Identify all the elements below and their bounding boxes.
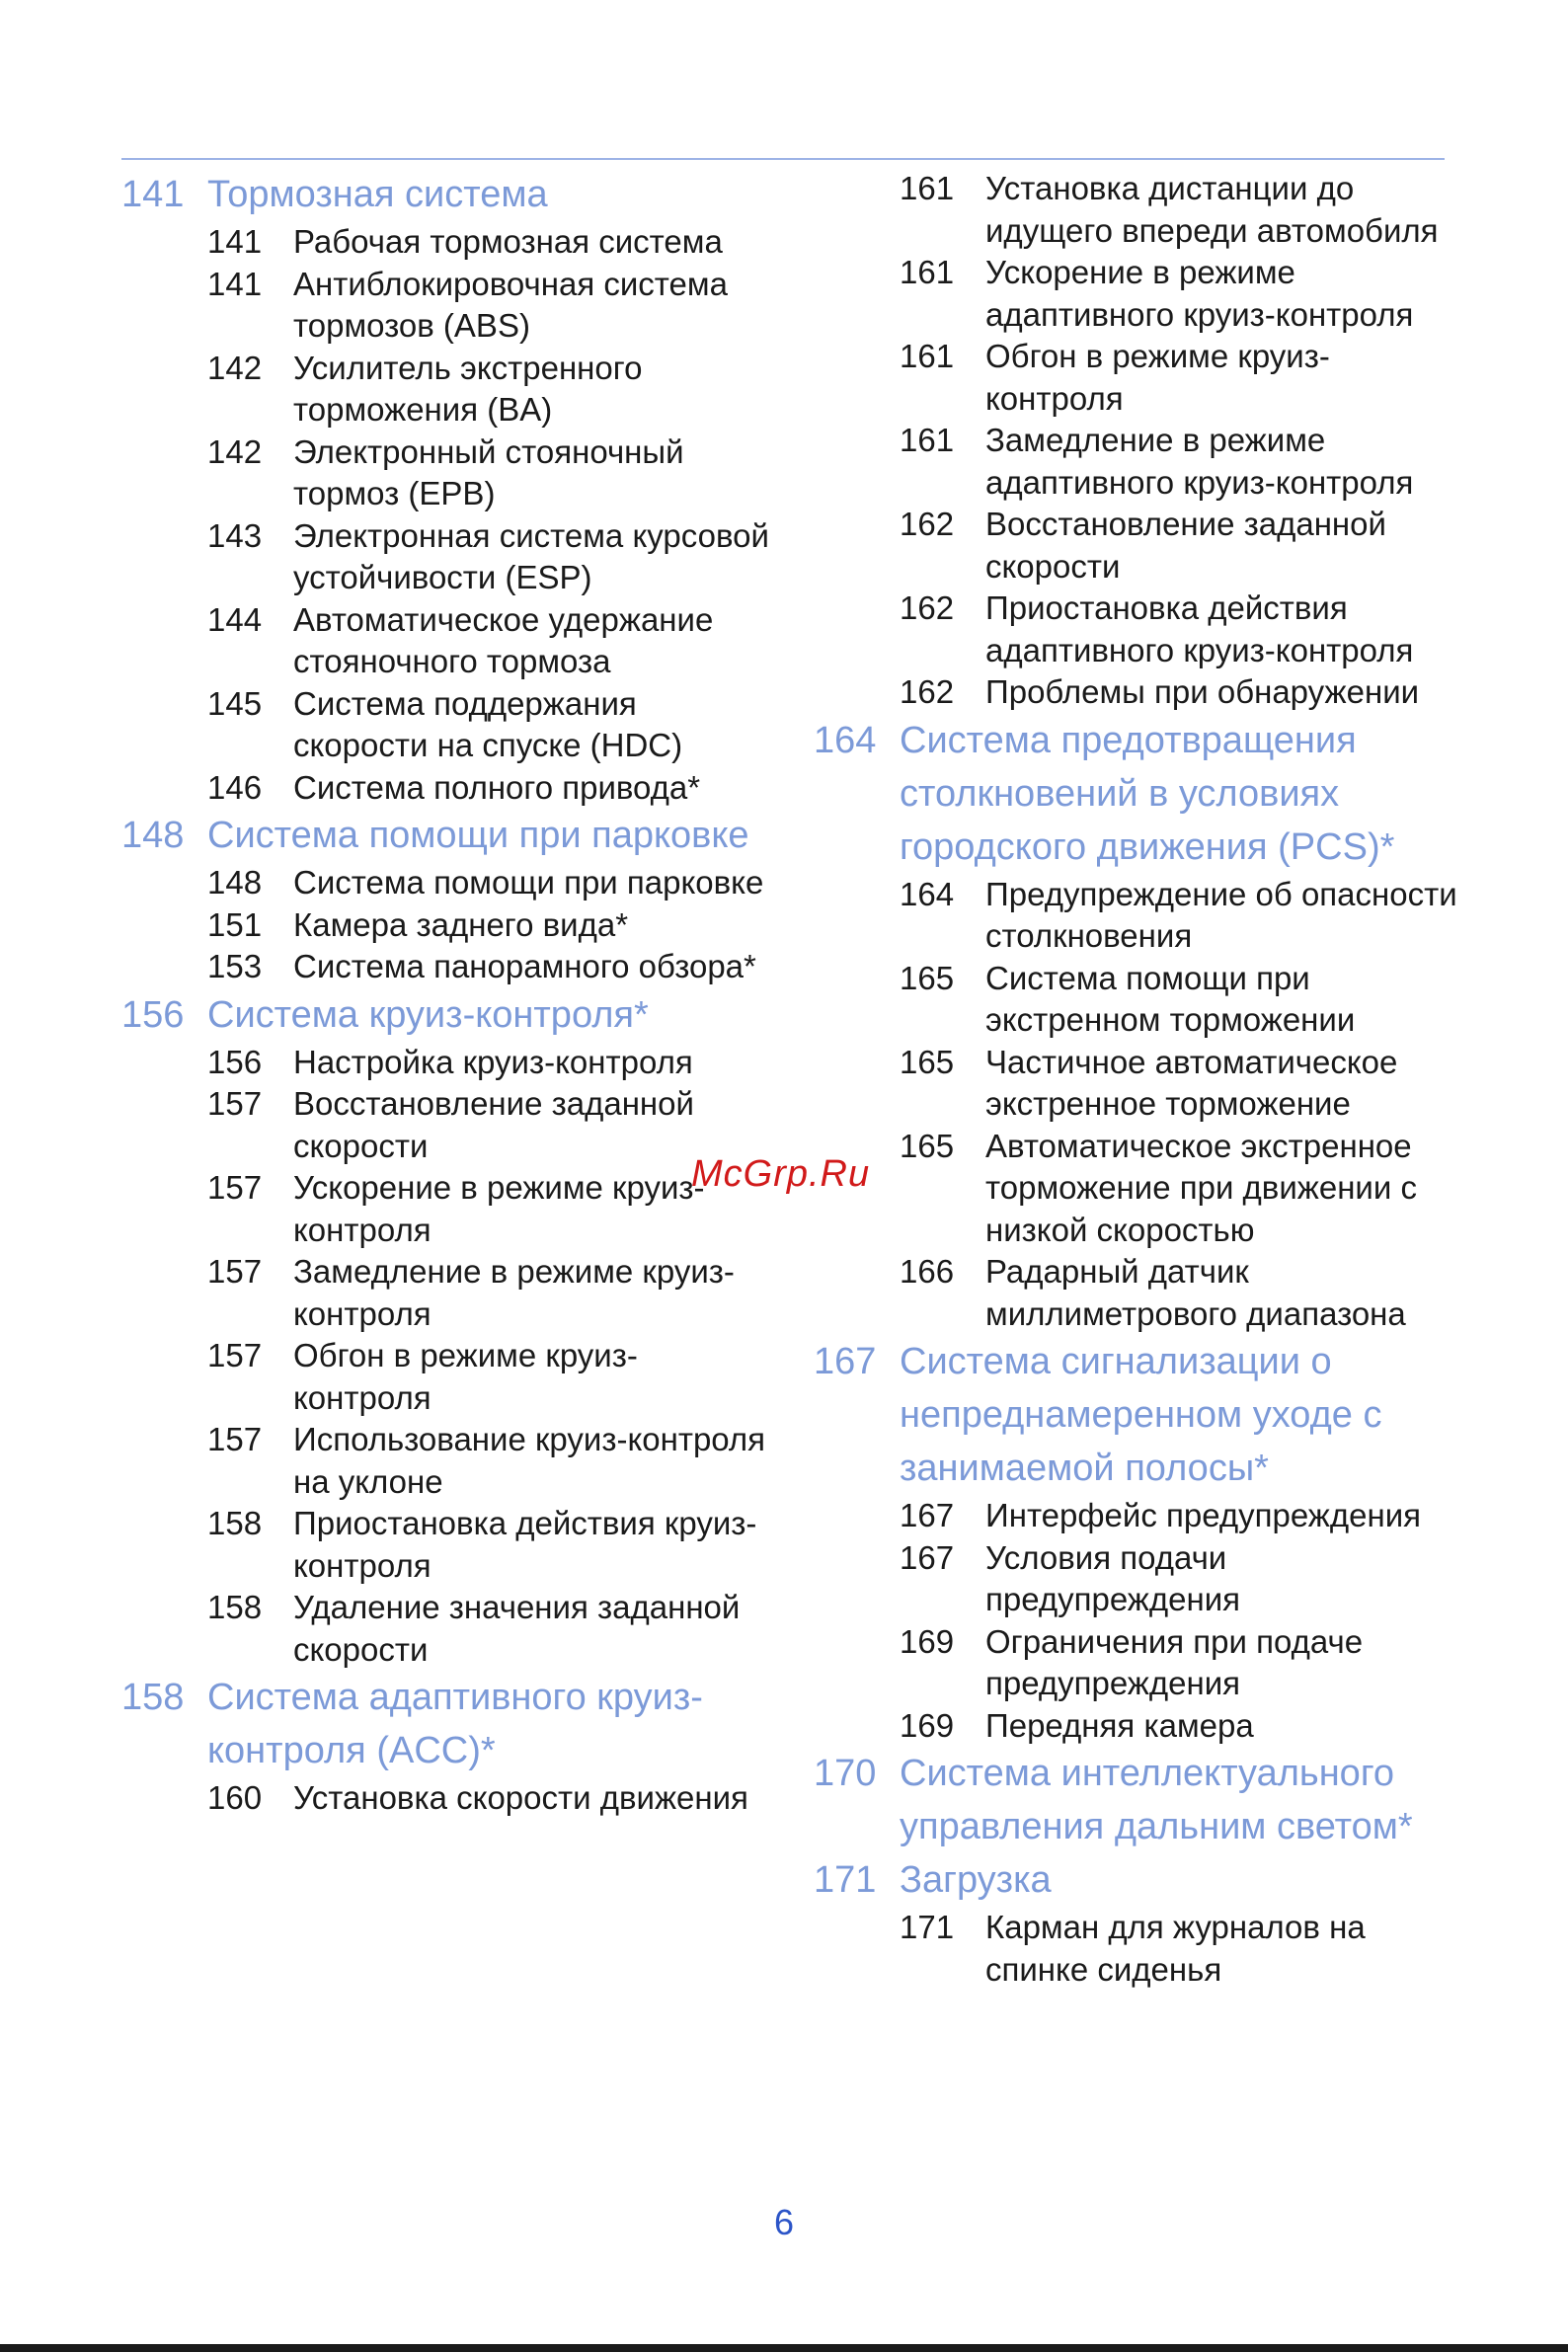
toc-page-number: 142 (207, 349, 263, 386)
toc-title: Усилитель экстренного торможения (BA) (293, 349, 643, 428)
toc-page-number: 164 (900, 875, 955, 912)
toc-page-number: 166 (900, 1253, 955, 1290)
toc-page-number: 167 (814, 1341, 877, 1382)
toc-page-number: 157 (207, 1421, 263, 1457)
toc-page-number: 144 (207, 600, 263, 638)
toc-section (121, 988, 773, 1042)
toc-page-number: 158 (121, 1677, 185, 1718)
toc-title: Система полного привода* (293, 768, 701, 806)
toc-title: Антиблокировочная система тормозов (ABS) (293, 265, 728, 344)
toc-title: Электронная система курсовой устойчивости (ESP) (293, 516, 769, 595)
toc-page-number: 165 (900, 1127, 955, 1164)
toc-title: Радарный датчик миллиметрового диапазона (985, 1253, 1406, 1332)
toc-item (121, 1251, 773, 1335)
toc-item (814, 504, 1465, 588)
toc-page-number: 167 (900, 1538, 955, 1576)
toc-item (121, 1587, 773, 1671)
toc-right-column (814, 168, 1465, 1991)
toc-page-number: 167 (900, 1497, 955, 1533)
toc-item (121, 1419, 773, 1503)
toc-page-number: 164 (814, 719, 877, 761)
toc-page-number: 162 (900, 673, 955, 710)
toc-title: Тормозная система (207, 174, 548, 215)
toc-page-number: 145 (207, 684, 263, 722)
toc-item (121, 515, 773, 599)
toc-item (121, 1083, 773, 1167)
toc-page-number: 157 (207, 1253, 263, 1290)
toc-page-number: 158 (207, 1505, 263, 1541)
toc-page-number: 146 (207, 768, 263, 806)
toc-item (121, 221, 773, 264)
toc-section (121, 1671, 773, 1777)
toc-item (814, 252, 1465, 336)
toc-title: Замедление в режиме адаптивного круиз-контроля (985, 422, 1414, 501)
toc-section (121, 168, 773, 221)
toc-item (814, 1042, 1465, 1126)
toc-title: Рабочая тормозная система (293, 223, 723, 260)
toc-item (814, 874, 1465, 958)
toc-title: Приостановка действия круиз-контроля (293, 1505, 757, 1584)
toc-page-number: 142 (207, 432, 263, 470)
toc-item (814, 1126, 1465, 1252)
toc-item (814, 1907, 1465, 1991)
toc-item (814, 168, 1465, 252)
toc-page-number: 141 (121, 174, 185, 215)
toc-page-number: 169 (900, 1622, 955, 1660)
toc-item (814, 671, 1465, 714)
toc-title: Камера заднего вида* (293, 905, 629, 943)
toc-page-number: 161 (900, 422, 955, 458)
toc-page-number: 170 (814, 1753, 877, 1794)
toc-page-number: 157 (207, 1337, 263, 1373)
toc-section (814, 714, 1465, 874)
toc-item (121, 767, 773, 810)
toc-title: Система адаптивного круиз-контроля (ACC)* (207, 1677, 703, 1771)
toc-item (121, 599, 773, 683)
toc-section (814, 1747, 1465, 1853)
toc-page-number: 141 (207, 223, 263, 260)
toc-page-number: 171 (900, 1909, 955, 1945)
toc-title: Система помощи при парковке (207, 815, 749, 856)
toc-title: Настройка круиз-контроля (293, 1043, 693, 1080)
toc-item (121, 348, 773, 431)
toc-title: Система предотвращения столкновений в условиях городского движения (PCS)* (900, 719, 1395, 868)
toc-item (814, 1495, 1465, 1537)
toc-title: Система панорамного обзора* (293, 948, 756, 984)
toc-title: Карман для журналов на спинке сиденья (985, 1909, 1366, 1988)
top-rule (121, 158, 1445, 160)
toc-title: Удаление значения заданной скорости (293, 1589, 741, 1668)
toc-page-number: 165 (900, 959, 955, 996)
toc-title: Электронный стояночный тормоз (EPB) (293, 432, 684, 511)
toc-item (121, 431, 773, 515)
toc-section (814, 1853, 1465, 1907)
toc-page-number: 161 (900, 170, 955, 206)
toc-item (814, 1251, 1465, 1335)
toc-item (814, 958, 1465, 1042)
toc-title: Ограничения при подаче предупреждения (985, 1622, 1364, 1701)
toc-page-number: 141 (207, 265, 263, 302)
toc-title: Установка скорости движения (293, 1779, 748, 1816)
toc-title: Обгон в режиме круиз-контроля (293, 1337, 638, 1416)
page-number: 6 (773, 2202, 795, 2242)
toc-title: Проблемы при обнаружении (985, 673, 1420, 710)
toc-title: Загрузка (900, 1859, 1052, 1901)
toc-page-number: 148 (121, 815, 185, 856)
toc-page-number: 157 (207, 1169, 263, 1206)
toc-item (121, 683, 773, 767)
toc-item (121, 1777, 773, 1820)
toc-title: Приостановка действия адаптивного круиз-контроля (985, 589, 1414, 668)
toc-title: Ускорение в режиме адаптивного круиз-контроля (985, 254, 1414, 333)
toc-title: Передняя камера (985, 1706, 1254, 1744)
toc-page-number: 156 (207, 1043, 263, 1080)
toc-title: Замедление в режиме круиз-контроля (293, 1253, 735, 1332)
toc-section (121, 809, 773, 862)
toc-page-number: 162 (900, 506, 955, 542)
bottom-bar (0, 2344, 1568, 2352)
toc-page-number: 165 (900, 1043, 955, 1080)
toc-title: Условия подачи предупреждения (985, 1538, 1241, 1617)
toc-item (121, 264, 773, 348)
toc-title: Ускорение в режиме круиз-контроля (293, 1169, 705, 1248)
toc-page-number: 161 (900, 254, 955, 290)
toc-page-number: 143 (207, 516, 263, 554)
toc-title: Восстановление заданной скорости (985, 506, 1386, 585)
toc-title: Автоматическое экстренное торможение при движении с низкой скоростью (985, 1127, 1417, 1248)
toc-page-number: 151 (207, 905, 263, 943)
toc-title: Автоматическое удержание стояночного тормоза (293, 600, 714, 679)
toc-title: Система поддержания скорости на спуске (HDC) (293, 684, 683, 763)
toc-item (121, 1335, 773, 1419)
toc-item (814, 1705, 1465, 1748)
toc-title: Интерфейс предупреждения (985, 1497, 1422, 1533)
toc-page-number: 171 (814, 1859, 877, 1901)
toc-page-number: 162 (900, 589, 955, 626)
toc-section (814, 1335, 1465, 1495)
toc-item (814, 1621, 1465, 1705)
toc-page-number: 158 (207, 1589, 263, 1625)
toc-item (814, 420, 1465, 504)
toc-item (121, 904, 773, 947)
watermark: McGrp.Ru (691, 1153, 871, 1195)
toc-page-number: 160 (207, 1779, 263, 1816)
toc-title: Обгон в режиме круиз-контроля (985, 338, 1330, 417)
toc-item (814, 588, 1465, 671)
toc-title: Частичное автоматическое экстренное торможение (985, 1043, 1398, 1122)
toc-title: Система помощи при экстренном торможении (985, 959, 1356, 1038)
toc-left-column (121, 168, 773, 1820)
toc-page-number: 156 (121, 993, 185, 1036)
toc-item (121, 862, 773, 904)
toc-title: Использование круиз-контроля на уклоне (293, 1421, 766, 1500)
toc-title: Система помощи при парковке (293, 864, 764, 901)
toc-page-number: 161 (900, 338, 955, 374)
toc-page-number: 157 (207, 1085, 263, 1122)
toc-title: Система интеллектуального управления дальним светом* (900, 1753, 1413, 1847)
toc-page-number: 148 (207, 864, 263, 901)
toc-title: Установка дистанции до идущего впереди автомобиля (985, 170, 1439, 249)
toc-item (121, 1042, 773, 1084)
toc-page-number: 153 (207, 948, 263, 984)
toc-title: Система круиз-контроля* (207, 993, 649, 1036)
toc-item (814, 336, 1465, 420)
toc-item (814, 1537, 1465, 1621)
toc-item (121, 1503, 773, 1587)
toc-title: Предупреждение об опасности столкновения (985, 875, 1457, 954)
toc-item (121, 946, 773, 988)
toc-item (121, 1167, 773, 1251)
toc-page-number: 169 (900, 1706, 955, 1744)
toc-title: Восстановление заданной скорости (293, 1085, 694, 1164)
toc-title: Система сигнализации о непреднамеренном уходе с занимаемой полосы* (900, 1341, 1382, 1489)
